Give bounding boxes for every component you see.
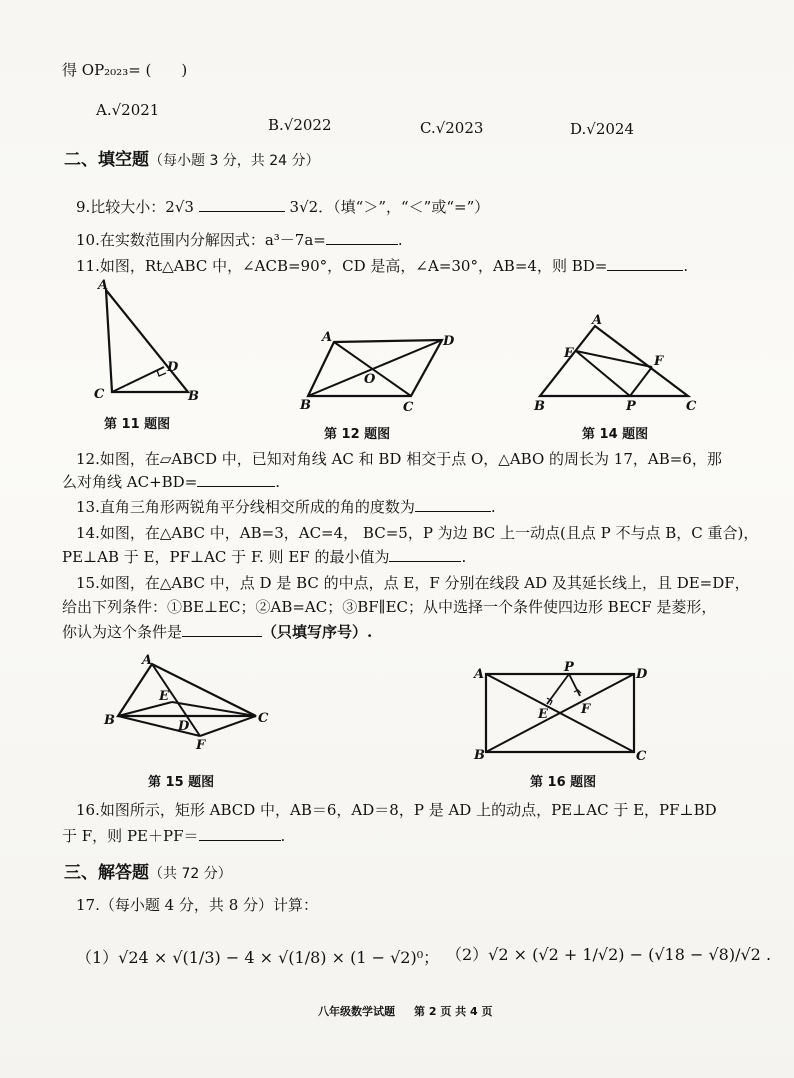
section-2-note: （每小题 3 分，共 24 分） — [149, 153, 320, 169]
fig14-label-b: B — [534, 399, 545, 414]
q10-text: 10.在实数范围内分解因式：a³－7a= — [76, 231, 326, 249]
q14-line1: 14.如图，在△ABC 中，AB=3，AC=4， BC=5，P 为边 BC 上一动点(且点 P 不与点 B，C 重合)， — [76, 524, 759, 542]
q15-tail: （只填写序号）. — [262, 623, 373, 641]
fig11-label-d: D — [167, 360, 179, 375]
fig15-label-a: A — [142, 653, 153, 668]
section-2-title: 二、填空题 — [64, 150, 149, 170]
q11: 11.如图，Rt△ABC 中，∠ACB=90°，CD 是高，∠A=30°，AB=4，则 BD= . — [76, 257, 689, 275]
q17-part-2: （2）√2 × (√2 + 1/√2) − (√18 − √8)/√2 . — [446, 945, 772, 964]
q9-answer-blank — [199, 197, 285, 212]
q9 — [76, 197, 489, 217]
fig14-caption: 第 14 题图 — [582, 427, 649, 442]
fig14-label-e: E — [564, 346, 574, 361]
q9-tail: 3√2．（填“＞”，“＜”或“=”） — [289, 198, 490, 216]
q12-answer-blank — [197, 472, 275, 487]
q14-line2: PE⊥AB 于 E，PF⊥AC 于 F. 则 EF 的最小值为 . — [62, 548, 467, 566]
fig11-label-a: A — [98, 278, 109, 293]
fig14-label-f: F — [654, 354, 664, 369]
q15-text: 你认为这个条件是 — [62, 623, 183, 641]
q8-option-c: C.√2023 — [420, 119, 484, 137]
fig16-label-d: D — [636, 667, 648, 682]
section-3-heading — [64, 863, 232, 884]
fig16-caption: 第 16 题图 — [530, 775, 597, 790]
fig12-label-c: C — [403, 400, 414, 415]
fig14-label-p: P — [626, 399, 636, 414]
fig16-label-c: C — [636, 749, 647, 764]
q8-option-a: A.√2021 — [96, 101, 160, 119]
q11-answer-blank — [607, 256, 683, 271]
footer-page-number: 第 2 页 共 4 页 — [414, 1005, 493, 1018]
q12-line2: 么对角线 AC+BD= . — [62, 473, 281, 491]
fig11-label-c: C — [94, 387, 105, 402]
fig16-label-a: A — [474, 667, 485, 682]
fig16-label-e: E — [538, 707, 548, 722]
q8-stem: 得 OP₂₀₂₃= ( ) — [62, 61, 188, 79]
figure-16 — [470, 656, 650, 764]
q13: 13.直角三角形两锐角平分线相交所成的角的度数为 . — [76, 498, 496, 516]
q15-line1: 15.如图，在△ABC 中，点 D 是 BC 的中点，点 E，F 分别在线段 AD 及其延长线上，且 DE=DF， — [76, 574, 750, 592]
q10-answer-blank — [326, 230, 398, 245]
q14-text: PE⊥AB 于 E，PF⊥AC 于 F. 则 EF 的最小值为 — [62, 548, 390, 566]
figure-12 — [296, 330, 456, 415]
fig15-label-e: E — [159, 689, 169, 704]
fig16-label-f: F — [581, 702, 591, 717]
fig11-label-b: B — [188, 389, 199, 404]
fig15-label-d: D — [178, 719, 190, 734]
q8-option-d: D.√2024 — [570, 120, 634, 138]
q16-line2: 于 F，则 PE＋PF＝ . — [62, 827, 286, 845]
fig11-caption: 第 11 题图 — [104, 417, 171, 432]
footer-subject: 八年级数学试题 — [318, 1005, 395, 1018]
fig15-label-b: B — [104, 713, 115, 728]
fig12-label-o: O — [364, 372, 376, 387]
q15-line2: 给出下列条件：①BE⊥EC；②AB=AC；③BF∥EC；从中选择一个条件使四边形 BECF 是菱形， — [62, 598, 717, 616]
figure-15 — [100, 650, 280, 755]
q12-line1: 12.如图，在▱ABCD 中，已知对角线 AC 和 BD 相交于点 O，△ABO 的周长为 17，AB=6，那 — [76, 450, 722, 468]
section-3-title: 三、解答题 — [64, 863, 149, 883]
fig15-label-f: F — [196, 738, 206, 753]
fig16-label-b: B — [474, 748, 485, 763]
figure-11 — [90, 280, 210, 405]
section-3-note: （共 72 分） — [149, 866, 232, 882]
q8-option-b: B.√2022 — [268, 116, 332, 134]
q15-line3 — [62, 622, 372, 642]
q16-answer-blank — [199, 826, 281, 841]
fig12-label-d: D — [443, 334, 455, 349]
figure-14 — [530, 312, 705, 417]
q14-answer-blank — [389, 547, 461, 562]
fig12-caption: 第 12 题图 — [324, 427, 391, 442]
q16-text: 于 F，则 PE＋PF＝ — [62, 827, 199, 845]
q17-stem: 17.（每小题 4 分，共 8 分）计算： — [76, 896, 319, 914]
q13-text: 13.直角三角形两锐角平分线相交所成的角的度数为 — [76, 498, 415, 516]
fig14-label-c: C — [686, 399, 697, 414]
q16-line1: 16.如图所示，矩形 ABCD 中，AB＝6，AD＝8，P 是 AD 上的动点，PE⊥AC 于 E，PF⊥BD — [76, 801, 717, 819]
q15-answer-blank — [182, 622, 262, 637]
fig12-label-b: B — [300, 398, 311, 413]
fig16-label-p: P — [564, 660, 574, 675]
fig15-caption: 第 15 题图 — [148, 775, 215, 790]
fig12-label-a: A — [322, 330, 333, 345]
q13-answer-blank — [415, 497, 491, 512]
section-2-heading — [64, 150, 320, 171]
q17-part-1: （1）√24 × √(1/3) − 4 × √(1/8) × (1 − √2)⁰； — [76, 948, 440, 967]
fig15-label-c: C — [258, 711, 269, 726]
q12-text: 么对角线 AC+BD= — [62, 473, 198, 491]
fig14-label-a: A — [592, 313, 603, 328]
q9-text: 9.比较大小：2√3 — [76, 198, 194, 216]
q10: 10.在实数范围内分解因式：a³－7a= . — [76, 231, 403, 249]
q11-text: 11.如图，Rt△ABC 中，∠ACB=90°，CD 是高，∠A=30°，AB=4，则 BD= — [76, 257, 608, 275]
